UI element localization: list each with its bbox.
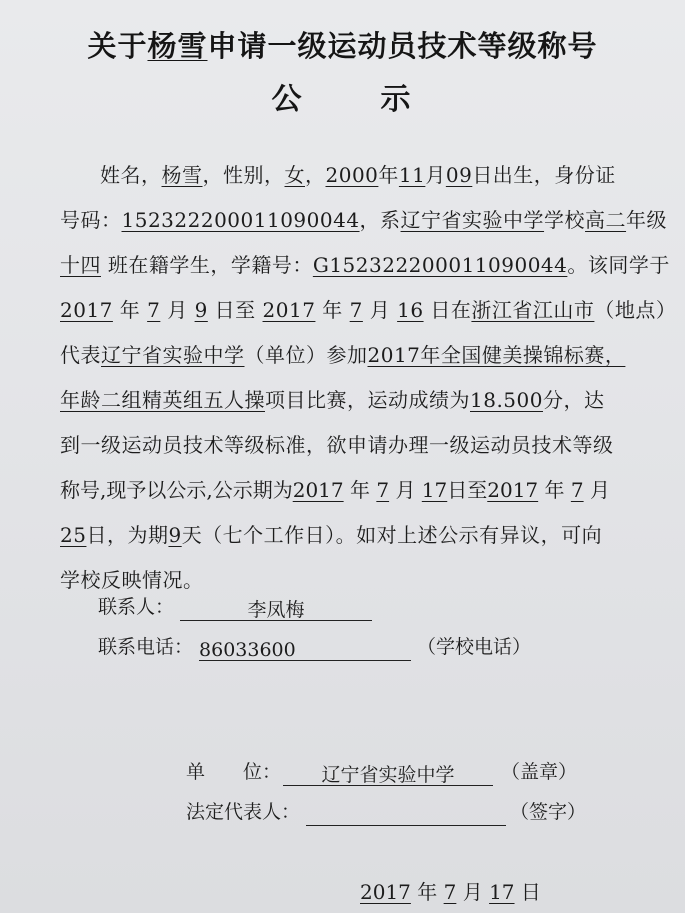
text: 班在籍学生，学籍号： bbox=[107, 253, 313, 277]
text: 学校 bbox=[544, 208, 586, 232]
start-year: 2017 bbox=[60, 298, 113, 322]
score-value: 18.500 bbox=[470, 388, 543, 412]
legal-rep-value bbox=[306, 801, 506, 826]
student-number: G152322200011090044 bbox=[312, 253, 568, 277]
body-line-6 bbox=[60, 385, 650, 415]
text: 日，为期 bbox=[86, 523, 169, 547]
unit-row bbox=[186, 758, 577, 786]
unit-value: 辽宁省实验中学 bbox=[283, 761, 493, 786]
end-year: 2017 bbox=[262, 298, 316, 322]
phone-value: 86033600 bbox=[199, 636, 411, 661]
start-day: 9 bbox=[194, 298, 208, 322]
body-line-5 bbox=[60, 340, 650, 370]
text: 称号,现予以公示,公示期为 bbox=[60, 478, 293, 502]
body-line-10 bbox=[60, 565, 650, 595]
legal-rep-row bbox=[186, 798, 586, 826]
text: 姓名， bbox=[100, 163, 162, 187]
signature-note: （签字） bbox=[510, 801, 587, 823]
representing-unit: 辽宁省实验中学 bbox=[101, 343, 245, 367]
document-title bbox=[0, 24, 685, 65]
text: 学校反映情况。 bbox=[60, 568, 204, 592]
class-number: 十四 bbox=[60, 253, 101, 277]
competition-name: 2017年全国健美操锦标赛， bbox=[367, 343, 626, 367]
phone-label: 联系电话： bbox=[98, 636, 194, 658]
date-month: 7 bbox=[443, 880, 457, 904]
text: 月 bbox=[589, 478, 610, 502]
notice-start-year: 2017 bbox=[292, 478, 344, 502]
document-date bbox=[360, 878, 541, 906]
grade: 高二 bbox=[585, 208, 627, 232]
text: 项目比赛，运动成绩为 bbox=[265, 388, 470, 412]
text: 月 bbox=[395, 478, 416, 502]
body-line-3 bbox=[60, 250, 670, 280]
subtitle-char-1: 公 bbox=[271, 82, 305, 117]
notice-end-day: 25 bbox=[60, 523, 87, 547]
text: 月 bbox=[167, 298, 188, 322]
text: 到一级运动员技术等级标准，欲申请办理一级运动员技术等级 bbox=[60, 433, 614, 457]
text: 月 bbox=[462, 880, 483, 904]
body-line-1 bbox=[100, 160, 660, 190]
contact-phone-row bbox=[98, 633, 531, 661]
text: 分，达 bbox=[542, 388, 605, 412]
id-number: 152322200011090044 bbox=[121, 208, 360, 232]
body-line-7 bbox=[60, 430, 650, 460]
location: 浙江省江山市 bbox=[471, 298, 595, 322]
title-athlete-name: 杨雪 bbox=[147, 29, 208, 63]
event-name: 年龄二组精英组五人操 bbox=[60, 388, 265, 412]
text: 年级 bbox=[626, 208, 668, 232]
text: ， bbox=[305, 163, 326, 187]
text: （单位）参加 bbox=[244, 343, 368, 367]
seal-note: （盖章） bbox=[501, 761, 578, 783]
text: 月 bbox=[369, 298, 391, 322]
text: ，性别， bbox=[202, 163, 285, 187]
text: 日出生，身份证 bbox=[472, 163, 616, 187]
text: 年 bbox=[544, 478, 565, 502]
notice-end-month: 7 bbox=[570, 478, 584, 502]
unit-label: 单 位： bbox=[186, 761, 282, 783]
body-line-4 bbox=[60, 295, 677, 325]
text: ，系 bbox=[359, 208, 401, 232]
gender-value: 女 bbox=[284, 163, 305, 187]
text: 年 bbox=[378, 163, 399, 187]
text: 年 bbox=[119, 298, 141, 322]
text: 。该同学于 bbox=[567, 253, 670, 277]
text: 号码： bbox=[60, 208, 122, 232]
birth-month: 11 bbox=[398, 163, 426, 187]
body-line-8 bbox=[60, 475, 650, 505]
legal-rep-label: 法定代表人： bbox=[186, 801, 301, 823]
text: 天（七个工作日）。如对上述公示有异议，可向 bbox=[181, 523, 603, 547]
end-day: 16 bbox=[397, 298, 424, 322]
text: 日 bbox=[520, 880, 541, 904]
text: 日至 bbox=[214, 298, 256, 322]
body-line-2 bbox=[60, 205, 668, 235]
subtitle-char-2: 示 bbox=[380, 82, 414, 117]
text: 年 bbox=[417, 880, 438, 904]
name-value: 杨雪 bbox=[161, 163, 203, 187]
text: 日至 bbox=[447, 478, 488, 502]
notice-start-month: 7 bbox=[376, 478, 390, 502]
notice-start-day: 17 bbox=[421, 478, 448, 502]
date-day: 17 bbox=[489, 880, 515, 904]
text: 年 bbox=[322, 298, 343, 322]
phone-note: （学校电话） bbox=[417, 636, 532, 658]
text: 日在 bbox=[430, 298, 472, 322]
document-subtitle bbox=[0, 74, 685, 118]
text: 月 bbox=[425, 163, 446, 187]
contact-person-row bbox=[98, 593, 372, 621]
title-suffix: 申请一级运动员技术等级称号 bbox=[207, 29, 598, 63]
notice-days: 9 bbox=[168, 523, 182, 547]
birth-year: 2000 bbox=[325, 163, 379, 187]
school-name: 辽宁省实验中学 bbox=[400, 208, 545, 232]
text: 年 bbox=[349, 478, 370, 502]
notice-end-year: 2017 bbox=[487, 478, 539, 502]
end-month: 7 bbox=[349, 298, 363, 322]
start-month: 7 bbox=[147, 298, 161, 322]
contact-label: 联系人： bbox=[98, 596, 175, 618]
date-year: 2017 bbox=[360, 880, 411, 904]
title-prefix: 关于 bbox=[87, 29, 148, 63]
text: 代表 bbox=[60, 343, 101, 367]
contact-name-value: 李凤梅 bbox=[180, 596, 372, 621]
text: （地点） bbox=[594, 298, 677, 322]
body-line-9 bbox=[60, 520, 650, 550]
birth-day: 09 bbox=[445, 163, 473, 187]
